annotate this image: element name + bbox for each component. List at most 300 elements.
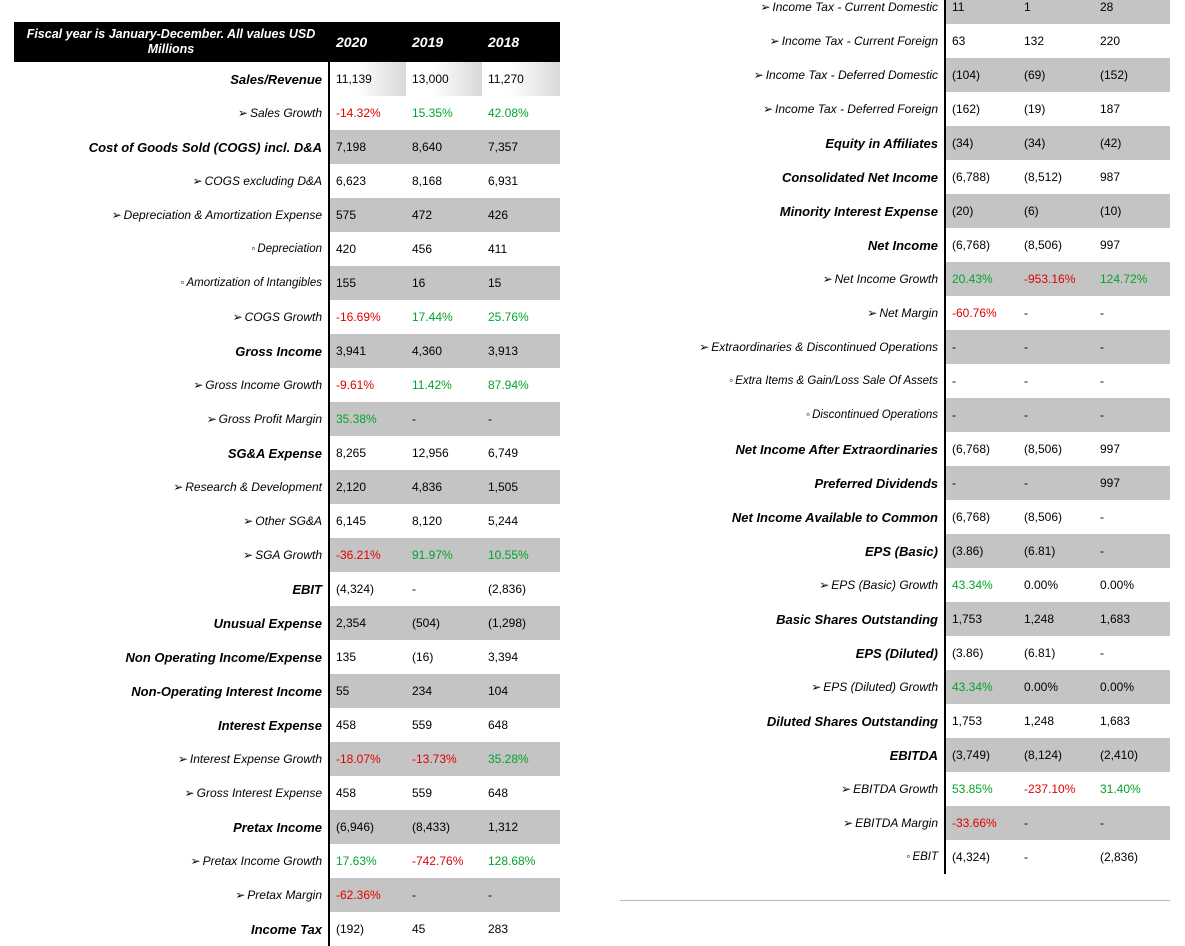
row-label-text: SG&A Expense	[227, 445, 322, 461]
row-value: 11.42%	[406, 368, 482, 402]
row-value: 458	[330, 708, 406, 742]
chevron-right-icon: ➢	[177, 752, 188, 766]
row-value: (16)	[406, 640, 482, 674]
row-value: 648	[482, 776, 560, 810]
row-value: 987	[1094, 160, 1170, 194]
row-label-text: Non-Operating Interest Income	[131, 683, 322, 699]
table-row	[14, 96, 560, 130]
row-label-text: Sales/Revenue	[230, 71, 322, 87]
header-year: 2020	[330, 22, 406, 62]
row-value: 35.28%	[482, 742, 560, 776]
chevron-right-icon: ➢	[819, 578, 830, 592]
row-label	[620, 704, 944, 738]
row-value: -742.76%	[406, 844, 482, 878]
table-row	[620, 840, 1170, 874]
row-value: -953.16%	[1018, 262, 1094, 296]
table-row	[14, 844, 560, 878]
row-label	[620, 92, 944, 126]
chevron-right-icon: ➢	[867, 306, 878, 320]
table-row	[14, 470, 560, 504]
row-label	[620, 806, 944, 840]
chevron-right-icon: ➢	[237, 106, 248, 120]
row-label-text: Income Tax - Deferred Domestic	[765, 68, 938, 82]
row-value: -	[1018, 296, 1094, 330]
row-label	[620, 772, 944, 806]
row-value: 6,145	[330, 504, 406, 538]
row-value: (34)	[1018, 126, 1094, 160]
table-row	[14, 130, 560, 164]
row-value: 16	[406, 266, 482, 300]
row-value: (6,768)	[946, 228, 1018, 262]
row-label	[14, 198, 328, 232]
row-label	[620, 568, 944, 602]
row-label	[620, 534, 944, 568]
table-row	[620, 568, 1170, 602]
row-value: 0.00%	[1018, 568, 1094, 602]
row-value: 45	[406, 912, 482, 946]
row-value: 12,956	[406, 436, 482, 470]
row-value: -	[1018, 840, 1094, 874]
row-value: 3,394	[482, 640, 560, 674]
chevron-right-icon: ➢	[753, 68, 764, 82]
row-label	[14, 776, 328, 810]
row-value: 4,360	[406, 334, 482, 368]
row-value: (69)	[1018, 58, 1094, 92]
row-value: 426	[482, 198, 560, 232]
table-row	[14, 62, 560, 96]
table-row	[620, 194, 1170, 228]
row-label-text: Extraordinaries & Discontinued Operations	[711, 340, 938, 354]
row-label	[620, 228, 944, 262]
row-value: (162)	[946, 92, 1018, 126]
row-value: 43.34%	[946, 568, 1018, 602]
row-label-text: EPS (Basic) Growth	[831, 578, 938, 592]
row-label-text: Depreciation & Amortization Expense	[123, 208, 322, 222]
row-label-text: Net Income Growth	[834, 272, 938, 286]
row-label	[620, 262, 944, 296]
row-value: (192)	[330, 912, 406, 946]
row-label	[14, 640, 328, 674]
row-label-text: Pretax Income Growth	[202, 854, 322, 868]
row-value: (3.86)	[946, 534, 1018, 568]
row-value: (6.81)	[1018, 636, 1094, 670]
row-value: 559	[406, 776, 482, 810]
row-value: 42.08%	[482, 96, 560, 130]
row-label-text: Net Income Available to Common	[731, 509, 938, 525]
row-label-text: Net Income After Extraordinaries	[735, 441, 938, 457]
row-value: (4,324)	[330, 572, 406, 606]
table-row	[14, 640, 560, 674]
row-label	[14, 878, 328, 912]
row-value: (6,768)	[946, 500, 1018, 534]
row-label	[620, 160, 944, 194]
row-label	[14, 62, 328, 96]
row-label	[14, 96, 328, 130]
row-label	[14, 810, 328, 844]
table-row	[620, 500, 1170, 534]
row-label	[14, 606, 328, 640]
row-label-text: Minority Interest Expense	[779, 203, 938, 219]
table-row	[14, 300, 560, 334]
chevron-right-icon: ➢	[769, 34, 780, 48]
row-value: 8,120	[406, 504, 482, 538]
row-value: (20)	[946, 194, 1018, 228]
row-label	[620, 296, 944, 330]
chevron-right-icon: ➢	[206, 412, 217, 426]
row-label	[620, 24, 944, 58]
row-label	[14, 572, 328, 606]
row-label	[620, 670, 944, 704]
row-label-text: Income Tax - Deferred Foreign	[775, 102, 938, 116]
table-row	[14, 912, 560, 946]
row-value: 420	[330, 232, 406, 266]
income-statement-table-left	[14, 22, 560, 946]
table-row	[620, 466, 1170, 500]
row-value: -	[1094, 330, 1170, 364]
row-value: 220	[1094, 24, 1170, 58]
row-value: 997	[1094, 466, 1170, 500]
row-value: (6,768)	[946, 432, 1018, 466]
income-statement-table-right	[620, 0, 1170, 874]
row-value: (6.81)	[1018, 534, 1094, 568]
chevron-right-icon: ➢	[762, 102, 774, 116]
row-value: (8,124)	[1018, 738, 1094, 772]
header-year: 2018	[482, 22, 560, 62]
row-value: (504)	[406, 606, 482, 640]
row-value: -237.10%	[1018, 772, 1094, 806]
row-value: 10.55%	[482, 538, 560, 572]
table-row	[620, 806, 1170, 840]
row-value: 4,836	[406, 470, 482, 504]
table-row	[620, 24, 1170, 58]
row-value: 5,244	[482, 504, 560, 538]
row-label-text: Interest Expense Growth	[189, 752, 322, 766]
table-row	[14, 674, 560, 708]
row-value: 13,000	[406, 62, 482, 96]
chevron-right-icon: ➢	[173, 480, 184, 494]
row-value: -	[482, 402, 560, 436]
bullet-circle-icon: ◦	[805, 409, 811, 421]
row-value: 1,753	[946, 704, 1018, 738]
row-value: 43.34%	[946, 670, 1018, 704]
table-row	[14, 708, 560, 742]
table-row	[620, 0, 1170, 24]
row-label-text: Amortization of Intangibles	[186, 277, 322, 289]
row-value: 104	[482, 674, 560, 708]
row-value: (2,410)	[1094, 738, 1170, 772]
row-value: 1,248	[1018, 602, 1094, 636]
chevron-right-icon: ➢	[843, 816, 854, 830]
row-label-text: Net Margin	[879, 306, 938, 320]
chevron-right-icon: ➢	[243, 514, 254, 528]
row-label	[620, 0, 944, 24]
bullet-circle-icon: ◦	[906, 851, 911, 863]
table-row	[14, 198, 560, 232]
row-value: 997	[1094, 228, 1170, 262]
row-label-text: Gross Income	[235, 343, 322, 359]
row-label-text: Gross Income Growth	[205, 378, 322, 392]
row-value: 28	[1094, 0, 1170, 24]
row-value: -60.76%	[946, 296, 1018, 330]
row-value: 559	[406, 708, 482, 742]
chevron-right-icon: ➢	[193, 378, 204, 392]
bullet-circle-icon: ◦	[729, 375, 734, 387]
row-label-text: Non Operating Income/Expense	[125, 649, 322, 665]
row-value: 17.63%	[330, 844, 406, 878]
table-row	[14, 368, 560, 402]
row-value: 17.44%	[406, 300, 482, 334]
table-row	[14, 538, 560, 572]
row-value: -	[1018, 330, 1094, 364]
row-label-text: EBITDA Growth	[853, 782, 938, 796]
table-row	[620, 160, 1170, 194]
row-value: 6,623	[330, 164, 406, 198]
row-value: 1,683	[1094, 602, 1170, 636]
table-row	[620, 330, 1170, 364]
row-value: 6,749	[482, 436, 560, 470]
row-label-text: Gross Profit Margin	[218, 412, 322, 426]
row-value: -	[1094, 500, 1170, 534]
row-value: (8,506)	[1018, 432, 1094, 466]
row-label-text: Pretax Margin	[247, 888, 322, 902]
row-label-text: EBITDA	[889, 747, 938, 763]
row-value: 1	[1018, 0, 1094, 24]
chevron-right-icon: ➢	[822, 272, 833, 286]
row-label-text: EPS (Basic)	[865, 543, 938, 559]
table-row	[620, 262, 1170, 296]
row-value: 25.76%	[482, 300, 560, 334]
row-label-text: Cost of Goods Sold (COGS) incl. D&A	[88, 139, 322, 155]
table-row	[620, 704, 1170, 738]
row-value: 55	[330, 674, 406, 708]
table-row	[620, 670, 1170, 704]
row-label-text: Basic Shares Outstanding	[776, 611, 938, 627]
row-label-text: Net Income	[867, 237, 938, 253]
row-value: 2,354	[330, 606, 406, 640]
table-row	[620, 738, 1170, 772]
row-label	[620, 840, 944, 874]
row-label	[14, 674, 328, 708]
row-label-text: Diluted Shares Outstanding	[766, 713, 938, 729]
header-year: 2019	[406, 22, 482, 62]
row-label-text: EBIT	[912, 851, 938, 863]
row-value: -62.36%	[330, 878, 406, 912]
chevron-right-icon: ➢	[811, 680, 822, 694]
table-row	[14, 572, 560, 606]
row-value: -14.32%	[330, 96, 406, 130]
chevron-right-icon: ➢	[243, 548, 254, 562]
row-value: 124.72%	[1094, 262, 1170, 296]
row-value: 2,120	[330, 470, 406, 504]
row-value: -	[1094, 296, 1170, 330]
row-value: 997	[1094, 432, 1170, 466]
row-label-text: COGS Growth	[244, 310, 322, 324]
row-value: 234	[406, 674, 482, 708]
row-value: 128.68%	[482, 844, 560, 878]
row-label-text: Equity in Affiliates	[825, 135, 938, 151]
row-value: 11	[946, 0, 1018, 24]
row-value: 8,265	[330, 436, 406, 470]
row-value: -	[1018, 364, 1094, 398]
row-label-text: Income Tax - Current Foreign	[781, 34, 938, 48]
row-value: 648	[482, 708, 560, 742]
row-label	[14, 708, 328, 742]
row-value: -	[1094, 534, 1170, 568]
chevron-right-icon: ➢	[760, 0, 771, 14]
table-row	[14, 504, 560, 538]
row-value: 3,913	[482, 334, 560, 368]
bullet-circle-icon: ◦	[251, 243, 256, 255]
row-label	[620, 500, 944, 534]
row-value: 31.40%	[1094, 772, 1170, 806]
row-label	[14, 164, 328, 198]
table-row	[14, 810, 560, 844]
row-value: (8,506)	[1018, 500, 1094, 534]
table-row	[14, 878, 560, 912]
row-value: (34)	[946, 126, 1018, 160]
row-value: -	[1094, 636, 1170, 670]
row-label-text: EPS (Diluted)	[855, 645, 938, 661]
row-value: 11,139	[330, 62, 406, 96]
header-title: Fiscal year is January-December. All values USD Millions	[14, 22, 328, 62]
row-label	[620, 126, 944, 160]
row-value: 7,198	[330, 130, 406, 164]
row-label	[620, 466, 944, 500]
row-label	[620, 636, 944, 670]
row-value: (3.86)	[946, 636, 1018, 670]
row-label	[14, 470, 328, 504]
row-value: 0.00%	[1094, 568, 1170, 602]
row-value: -	[406, 878, 482, 912]
row-value: 456	[406, 232, 482, 266]
row-value: 15.35%	[406, 96, 482, 130]
row-value: 132	[1018, 24, 1094, 58]
table-row	[14, 232, 560, 266]
table-row	[14, 334, 560, 368]
row-value: -	[1018, 806, 1094, 840]
row-value: 135	[330, 640, 406, 674]
bullet-circle-icon: ◦	[180, 277, 185, 289]
table-row	[14, 742, 560, 776]
row-value: 87.94%	[482, 368, 560, 402]
row-value: 472	[406, 198, 482, 232]
row-label	[14, 436, 328, 470]
row-value: -18.07%	[330, 742, 406, 776]
row-value: (6,946)	[330, 810, 406, 844]
table-row	[620, 364, 1170, 398]
row-value: -	[946, 466, 1018, 500]
row-value: -	[946, 330, 1018, 364]
table-row	[14, 606, 560, 640]
row-label	[14, 742, 328, 776]
row-value: 11,270	[482, 62, 560, 96]
row-value: -	[1094, 806, 1170, 840]
row-value: (4,324)	[946, 840, 1018, 874]
row-label-text: EBITDA Margin	[855, 816, 938, 830]
table-row	[620, 126, 1170, 160]
row-value: 6,931	[482, 164, 560, 198]
chevron-right-icon: ➢	[184, 786, 195, 800]
row-value: 20.43%	[946, 262, 1018, 296]
row-value: 1,248	[1018, 704, 1094, 738]
row-label	[620, 738, 944, 772]
row-value: 155	[330, 266, 406, 300]
row-value: (2,836)	[1094, 840, 1170, 874]
table-row	[14, 164, 560, 198]
row-value: 575	[330, 198, 406, 232]
row-label-text: Gross Interest Expense	[196, 786, 322, 800]
row-value: 8,168	[406, 164, 482, 198]
row-value: (2,836)	[482, 572, 560, 606]
row-value: 187	[1094, 92, 1170, 126]
table-row	[14, 776, 560, 810]
row-label-text: Other SG&A	[255, 514, 322, 528]
row-label-text: Unusual Expense	[213, 615, 322, 631]
row-value: 1,312	[482, 810, 560, 844]
row-label	[14, 266, 328, 300]
row-label	[620, 330, 944, 364]
row-label-text: Sales Growth	[249, 106, 322, 120]
chevron-right-icon: ➢	[192, 174, 203, 188]
row-value: -16.69%	[330, 300, 406, 334]
row-value: -	[1094, 364, 1170, 398]
row-label-text: EPS (Diluted) Growth	[823, 680, 938, 694]
row-value: 15	[482, 266, 560, 300]
row-label	[14, 844, 328, 878]
row-label	[620, 602, 944, 636]
row-value: -	[1018, 466, 1094, 500]
row-label-text: Depreciation	[257, 243, 322, 255]
row-value: (3,749)	[946, 738, 1018, 772]
row-value: (104)	[946, 58, 1018, 92]
chevron-right-icon: ➢	[232, 310, 243, 324]
row-value: -33.66%	[946, 806, 1018, 840]
row-value: -	[482, 878, 560, 912]
chevron-right-icon: ➢	[841, 782, 852, 796]
table-row	[620, 602, 1170, 636]
row-value: -	[406, 402, 482, 436]
row-value: (6,788)	[946, 160, 1018, 194]
row-label	[620, 194, 944, 228]
row-value: 63	[946, 24, 1018, 58]
row-value: 1,683	[1094, 704, 1170, 738]
row-label-text: Income Tax	[250, 921, 322, 937]
table-row	[14, 266, 560, 300]
table-row	[620, 228, 1170, 262]
row-label-text: SGA Growth	[255, 548, 322, 562]
table-row	[620, 636, 1170, 670]
chevron-right-icon: ➢	[235, 888, 246, 902]
row-label	[14, 912, 328, 946]
row-value: 53.85%	[946, 772, 1018, 806]
row-label-text: Extra Items & Gain/Loss Sale Of Assets	[735, 375, 938, 387]
row-value: 458	[330, 776, 406, 810]
row-value: 411	[482, 232, 560, 266]
row-label	[14, 334, 328, 368]
row-label-text: Pretax Income	[233, 819, 322, 835]
bottom-rule	[620, 900, 1170, 901]
row-value: 8,640	[406, 130, 482, 164]
row-label-text: Preferred Dividends	[814, 475, 938, 491]
row-value: -	[1094, 398, 1170, 432]
row-value: 91.97%	[406, 538, 482, 572]
row-value: 1,753	[946, 602, 1018, 636]
row-value: (1,298)	[482, 606, 560, 640]
chevron-right-icon: ➢	[111, 208, 122, 222]
row-value: -36.21%	[330, 538, 406, 572]
row-label	[620, 364, 944, 398]
row-label	[14, 504, 328, 538]
